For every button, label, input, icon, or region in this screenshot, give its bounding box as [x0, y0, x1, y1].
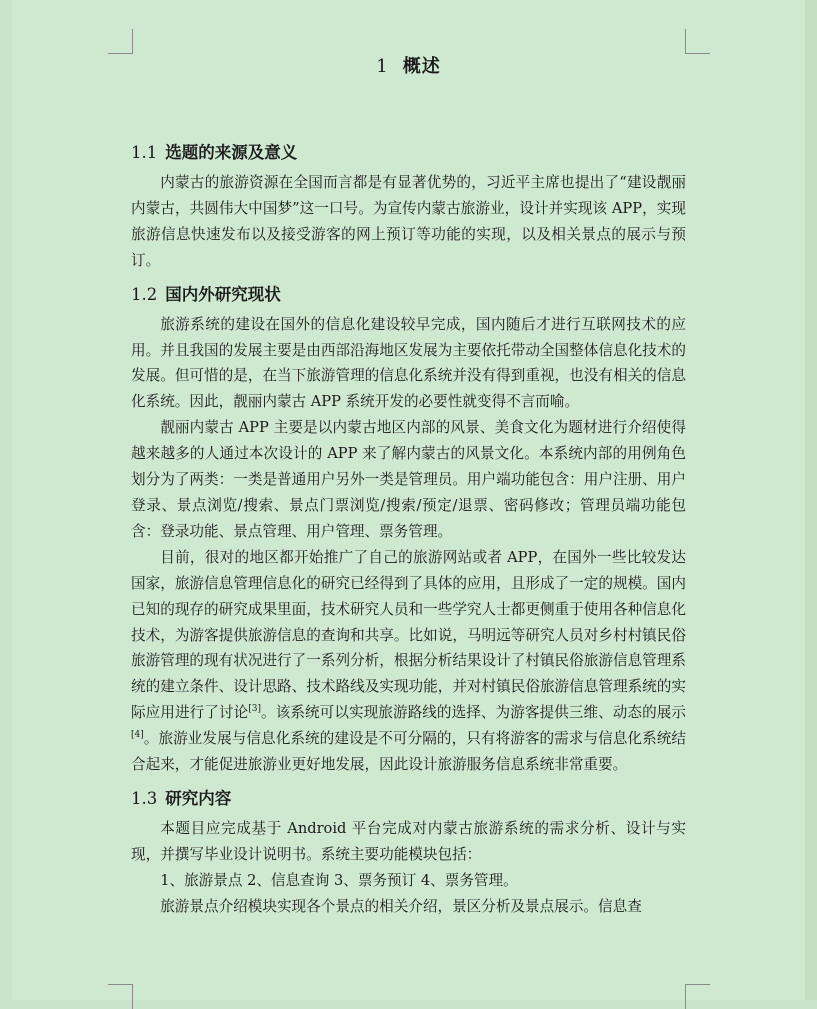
chapter-title: 概述	[402, 56, 441, 77]
paragraph-text: 。旅游业发展与信息化系统的建设是不可分隔的，只有将游客的需求与信息化系统结合起来，才能促进旅游业更好地发展，因此设计旅游服务信息系统非常重要。	[131, 730, 686, 774]
paragraph: 本题目应完成基于 Android 平台完成对内蒙古旅游系统的需求分析、设计与实现，并撰写毕业设计说明书。系统主要功能模块包括：	[131, 819, 686, 863]
citation: [3]	[248, 704, 261, 715]
paragraph: 靓丽内蒙古 APP 主要是以内蒙古地区内部的风景、美食文化为题材进行介绍使得越来越多的人通过本次设计的 APP 来了解内蒙古的风景文化。本系统内部的用例角色划分为了两类：一类是普通用户另外一类是管理员。用户端功能包含：用户注册、用户登录、景点浏览/搜索、景点门票浏览/搜索/预定/退票、密码修改；管理员端功能包含：登录功能、景点管理、用户管理、票务管理。	[131, 419, 686, 540]
crop-mark-bottom-left	[108, 984, 133, 1009]
document-body	[131, 52, 686, 920]
section-heading-1-2	[131, 278, 686, 312]
paragraph: 旅游景点介绍模块实现各个景点的相关介绍，景区分析及景点展示。信息查	[160, 897, 642, 915]
section-title: 研究内容	[165, 788, 232, 808]
chapter-heading	[131, 52, 686, 82]
citation: [4]	[131, 730, 144, 741]
paragraph: 内蒙古的旅游资源在全国而言都是有显著优势的，习近平主席也提出了“建设靓丽内蒙古，共圆伟大中国梦”这一口号。为宣传内蒙古旅游业，设计并实现该 APP，实现旅游信息快速发布以及接受游客的网上预订等功能的实现，以及相关景点的展示与预订。	[131, 174, 686, 269]
paragraph	[131, 545, 686, 778]
chapter-number: 1	[376, 56, 389, 77]
crop-mark-bottom-right	[685, 984, 710, 1009]
section-title: 国内外研究现状	[165, 284, 281, 304]
section-number: 1.2	[131, 284, 158, 304]
section-heading-1-1	[131, 136, 686, 170]
section-title: 选题的来源及意义	[165, 143, 298, 162]
section-number: 1.1	[131, 143, 158, 162]
paragraph: 1、旅游景点 2、信息查询 3、票务预订 4、票务管理。	[160, 871, 518, 889]
paragraph: 旅游系统的建设在国外的信息化建设较早完成，国内随后才进行互联网技术的应用。并且我国的发展主要是由西部沿海地区发展为主要依托带动全国整体信息化技术的发展。但可惜的是，在当下旅游管理的信息化系统并没有得到重视，也没有相关的信息化系统。因此，靓丽内蒙古 APP 系统开发的必要性就变得不言而喻。	[131, 315, 686, 411]
paragraph-text: 。该系统可以实现旅游路线的选择、为游客提供三维、动态的展示	[261, 704, 686, 722]
crop-mark-top-right	[685, 29, 710, 54]
section-heading-1-3	[131, 782, 686, 816]
section-number: 1.3	[131, 788, 158, 808]
paragraph-text: 目前，很对的地区都开始推广了自己的旅游网站或者 APP，在国外一些比较发达国家，旅游信息管理信息化的研究已经得到了具体的应用，且形成了一定的规模。国内已知的现存的研究成果里面，技术研究人员和一些学究人士都更侧重于使用各种信息化技术，为游客提供旅游信息的查询和共享。比如说，马明远等研究人员对乡村村镇民俗旅游管理的现有状况进行了一系列分析，根据分析结果设计了村镇民俗旅游信息管理系统的建立条件、设计思路、技术路线及实现功能，并对村镇民俗旅游信息管理系统的实际应用进行了讨论	[131, 548, 686, 722]
page-edge	[805, 0, 817, 1000]
crop-mark-top-left	[108, 29, 133, 54]
